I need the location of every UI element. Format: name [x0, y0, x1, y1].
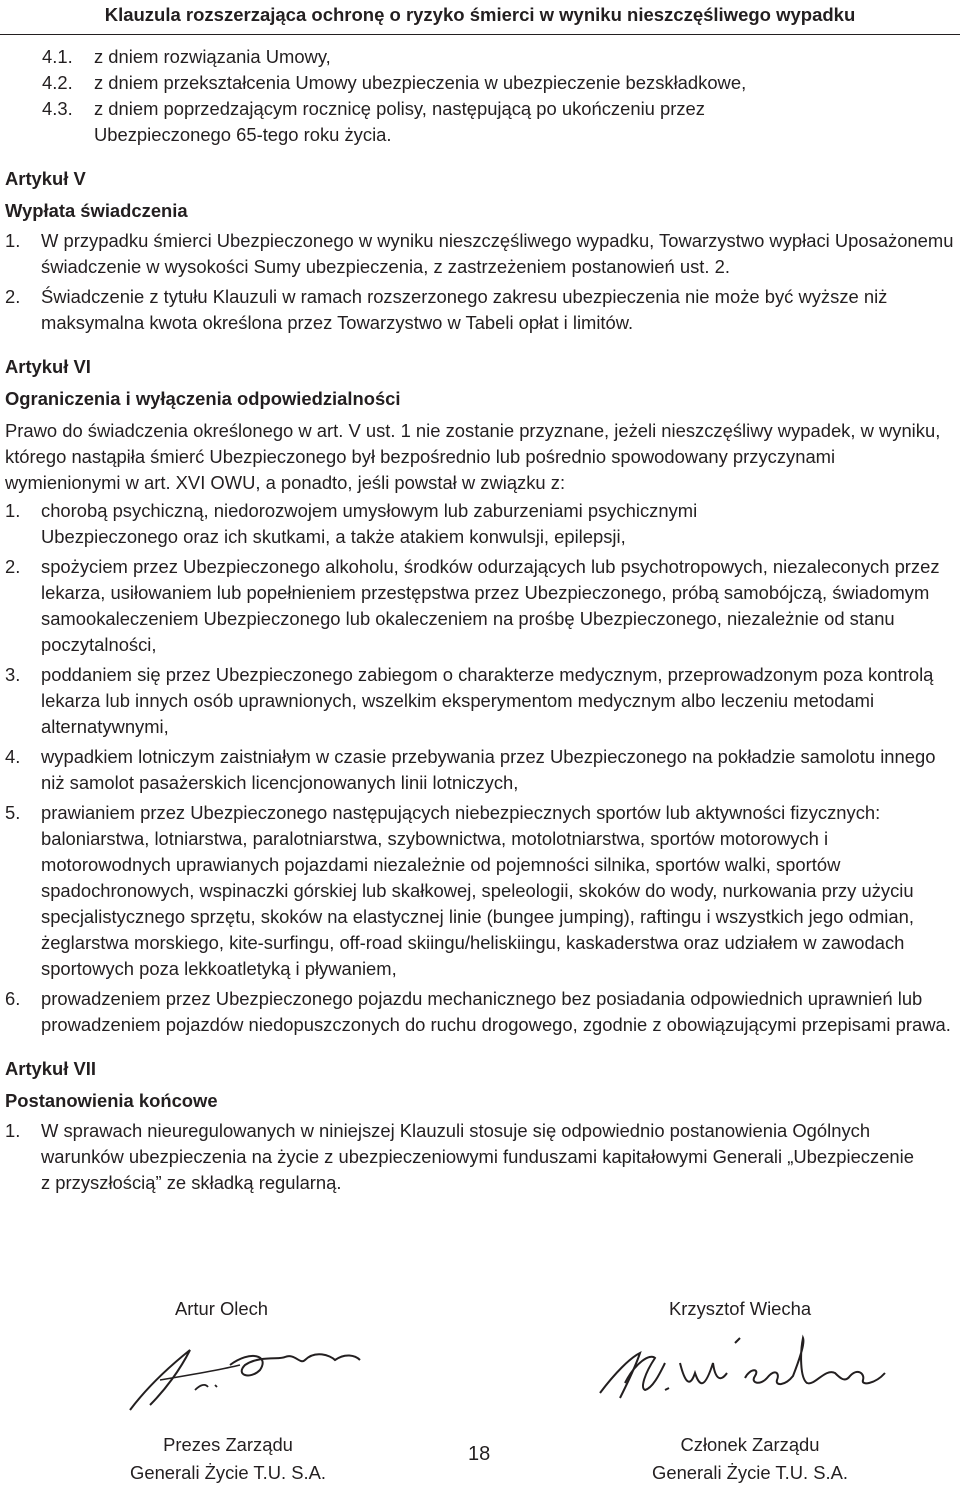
signatory-role: Członek Zarządu — [680, 1434, 820, 1455]
item-text: poddaniem się przez Ubezpieczonego zabiegom o charakterze medycznym, przeprowadzonym poza kontrolą lekarza lub innych osób uprawnionych, wszelkim eksperymentom medycznym albo leczeniu metodami alternatywnymi, — [41, 664, 934, 737]
signature-block-right — [617, 1431, 883, 1487]
list-item — [5, 800, 955, 982]
item-number: 1. — [5, 1120, 21, 1141]
signatory-company: Generali Życie T.U. S.A. — [130, 1462, 326, 1483]
article-intro: Prawo do świadczenia określonego w art. V ust. 1 nie zostanie przyznane, jeżeli nieszczęśliwy wypadek, w wyniku, którego nastąpiła śmierć Ubezpieczonego był bezpośrednio lub pośrednio spowodowany przyczynami wymienionymi w art. XVI OWU, a ponadto, jeśli powstał w związku z: — [5, 420, 941, 493]
item-text: z dniem rozwiązania Umowy, — [94, 46, 331, 67]
list-item — [5, 284, 955, 336]
list-item — [5, 228, 955, 280]
article-subheading: Ograniczenia i wyłączenia odpowiedzialności — [5, 388, 401, 409]
item-text: wypadkiem lotniczym zaistniałym w czasie przebywania przez Ubezpieczonego na pokładzie samolotu innego niż samolot pasażerskich licencjonowanych linii lotniczych, — [41, 746, 936, 793]
list-item — [5, 96, 955, 148]
item-text: prawianiem przez Ubezpieczonego następujących niebezpiecznych sportów lub aktywności fizycznych: baloniarstwa, lotniarstwa, paralotniarstwa, szybownictwa, motolotniarstwa, sportów motorowych i motorowodnych uprawianych pojazdami niezależnie od pojemności silnika, sportów walki, sportów spadochronowych, wspinaczki górskiej lub skałkowej, speleologii, skoków do wody, nurkowania przy użyciu specjalistycznego sprzętu, skoków na elastycznej linie (bungee jumping), raftingu i wszystkich jego odmian, żeglarstwa morskiego, kite-surfingu, off-road skiingu/heliskiingu, kaskaderstwa oraz udziałem w zawodach sportowych poza lekkoatletyką i pływaniem, — [41, 802, 914, 979]
signature-left — [120, 1335, 370, 1420]
article-6 — [5, 354, 955, 1038]
list-item — [5, 744, 955, 796]
article-subheading: Wypłata świadczenia — [5, 200, 188, 221]
signature-block-left — [95, 1431, 361, 1487]
list-item — [5, 44, 955, 70]
article-subheading: Postanowienia końcowe — [5, 1090, 218, 1111]
item-number: 4.2. — [42, 72, 73, 93]
document-body — [5, 44, 955, 1196]
item-number: 4. — [5, 746, 21, 767]
article-5 — [5, 166, 955, 336]
article-heading: Artykuł VI — [5, 356, 91, 377]
list-item — [5, 70, 955, 96]
signatory-company: Generali Życie T.U. S.A. — [652, 1462, 848, 1483]
item-text: W sprawach nieuregulowanych w niniejszej Klauzuli stosuje się odpowiednio postanowienia Ogólnych warunków ubezpieczenia na życie z ubezpieczeniowymi funduszami kapitałowymi Generali „Ubezpieczenie z przyszłością” ze składką regularną. — [41, 1120, 914, 1193]
signatory-role: Prezes Zarządu — [163, 1434, 293, 1455]
item-text: chorobą psychiczną, niedorozwojem umysłowym lub zaburzeniami psychicznymi Ubezpieczonego oraz ich skutkami, a także atakiem konwulsji, epilepsji, — [41, 500, 698, 547]
item-number: 3. — [5, 664, 21, 685]
list-item — [5, 498, 955, 550]
item-number: 1. — [5, 230, 21, 251]
signatory-name-right: Krzysztof Wiecha — [669, 1298, 812, 1319]
article-heading: Artykuł V — [5, 168, 86, 189]
article-heading: Artykuł VII — [5, 1058, 96, 1079]
document-header: Klauzula rozszerzająca ochronę o ryzyko śmierci w wyniku nieszczęśliwego wypadku — [0, 0, 960, 35]
item-number: 4.1. — [42, 46, 73, 67]
list-item — [5, 554, 955, 658]
item-text: W przypadku śmierci Ubezpieczonego w wyniku nieszczęśliwego wypadku, Towarzystwo wypłaci Uposażonemu świadczenie w wysokości Sumy ubezpieczenia, z zastrzeżeniem postanowień ust. 2. — [41, 230, 954, 277]
item-number: 5. — [5, 802, 21, 823]
item-text: Świadczenie z tytułu Klauzuli w ramach rozszerzonego zakresu ubezpieczenia nie może być wyższe niż maksymalna kwota określona przez Towarzystwo w Tabeli opłat i limitów. — [41, 286, 888, 333]
item-text: spożyciem przez Ubezpieczonego alkoholu, środków odurzających lub psychotropowych, niezaleconych przez lekarza, usiłowaniem lub popełnieniem przestępstwa przez Ubezpieczonego, próbą samobójczą, świadomym samookaleczeniem Ubezpieczonego lub okaleczeniem na prośbę Ubezpieczonego, niezależnie od stanu poczytalności, — [41, 556, 940, 655]
list-item — [5, 1118, 955, 1196]
item-number: 6. — [5, 988, 21, 1009]
item-number: 1. — [5, 500, 21, 521]
item-text: z dniem poprzedzającym rocznicę polisy, następującą po ukończeniu przez Ubezpieczonego 65-tego roku życia. — [94, 98, 705, 145]
item-text: prowadzeniem przez Ubezpieczonego pojazdu mechanicznego bez posiadania odpowiednich uprawnień lub prowadzeniem pojazdów niedopuszczonych do ruchu drogowego, zgodnie z obowiązującymi przepisami prawa. — [41, 988, 951, 1035]
page-number: 18 — [468, 1443, 491, 1465]
item-number: 4.3. — [42, 98, 73, 119]
item-text: z dniem przekształcenia Umowy ubezpieczenia w ubezpieczenie bezskładkowe, — [94, 72, 747, 93]
list-item — [5, 662, 955, 740]
signatory-name-left: Artur Olech — [175, 1298, 269, 1319]
item-number: 2. — [5, 556, 21, 577]
item-number: 2. — [5, 286, 21, 307]
signature-right — [595, 1328, 895, 1413]
list-4 — [5, 44, 955, 148]
article-7 — [5, 1056, 955, 1196]
list-item — [5, 986, 955, 1038]
